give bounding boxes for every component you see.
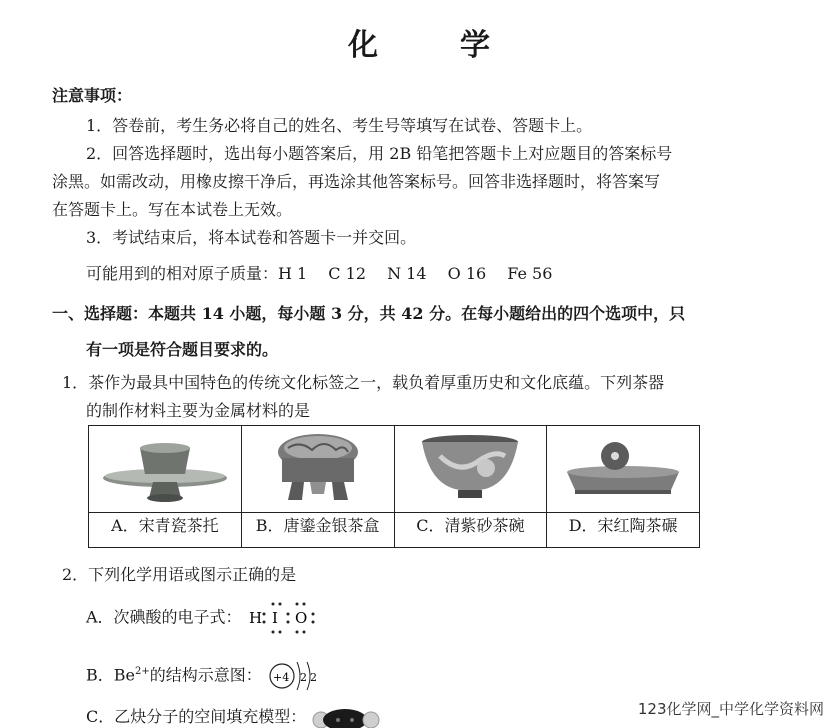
option-b-label: B．唐鎏金银茶盒 [241,513,394,548]
red-pottery-tea-grinder-icon [553,426,693,510]
question-1-stem: 1．茶作为最具中国特色的传统文化标签之一，载负着厚重历史和文化底蕴。下列茶器 [62,373,665,392]
nucleus-charge: +4 [272,671,290,684]
option-c-label: C．清紫砂茶碗 [394,513,547,548]
gilt-silver-tea-box-icon [248,426,388,510]
shell-2-electrons: 2 [309,671,317,684]
option-a-text: A．次碘酸的电子式： [86,607,242,627]
option-c-image [394,426,547,513]
notice-heading: 注意事项： [52,86,133,105]
atomic-structure-diagram [267,656,327,696]
hypoiodous-acid-electron-formula [247,600,337,636]
option-d-label: D．宋红陶茶碾 [547,513,700,548]
tea-ware-table [88,425,700,548]
celadon-tea-saucer-icon [95,426,235,510]
page-title: 化 学 [348,28,516,63]
atom-h: H [248,609,262,627]
purple-clay-tea-bowl-icon [400,426,540,510]
notice-item-1: 1．答卷前，考生务必将自己的姓名、考生号等填写在试卷、答题卡上。 [86,116,593,135]
acetylene-space-filling-model [311,708,381,728]
question-2-option-a [86,600,337,636]
option-c-text: C．乙炔分子的空间填充模型： [86,707,307,726]
notice-item-2: 2．回答选择题时，选出每小题答案后，用 2B 铅笔把答题卡上对应题目的答案标号 [86,144,673,163]
option-a-label: A．宋青瓷茶托 [89,513,242,548]
option-d-image [547,426,700,513]
option-b-image [241,426,394,513]
question-2-option-b [86,656,327,696]
beryllium-ion: Be [113,665,135,685]
shell-1-electrons: 2 [299,671,307,684]
notice-item-3: 3．考试结束后，将本试卷和答题卡一并交回。 [86,228,417,247]
option-b-prefix: B． [86,665,114,685]
notice-item-2-cont: 涂黑。如需改动，用橡皮擦干净后，再选涂其他答案标号。回答非选择题时，将答案写 [52,172,661,191]
watermark: 123化学网_中学化学资料网 [634,696,828,721]
ion-charge: 2+ [135,666,150,678]
atom-i: I [271,609,278,627]
atomic-mass-line: 可能用到的相对原子质量：H 1 C 12 N 14 O 16 Fe 56 [86,264,553,283]
atom-o: O [294,609,307,627]
option-a-image [89,426,242,513]
section-heading-cont: 有一项是符合题目要求的。 [86,340,279,359]
question-2-stem: 2．下列化学用语或图示正确的是 [62,565,297,584]
option-b-suffix: 的结构示意图： [149,665,262,685]
question-1-stem-cont: 的制作材料主要为金属材料的是 [86,401,311,420]
section-heading: 一、选择题：本题共 14 小题，每小题 3 分，共 42 分。在每小题给出的四个选项中，只 [52,304,686,323]
notice-item-2-end: 在答题卡上。写在本试卷上无效。 [52,200,293,219]
question-2-option-c [86,707,381,728]
